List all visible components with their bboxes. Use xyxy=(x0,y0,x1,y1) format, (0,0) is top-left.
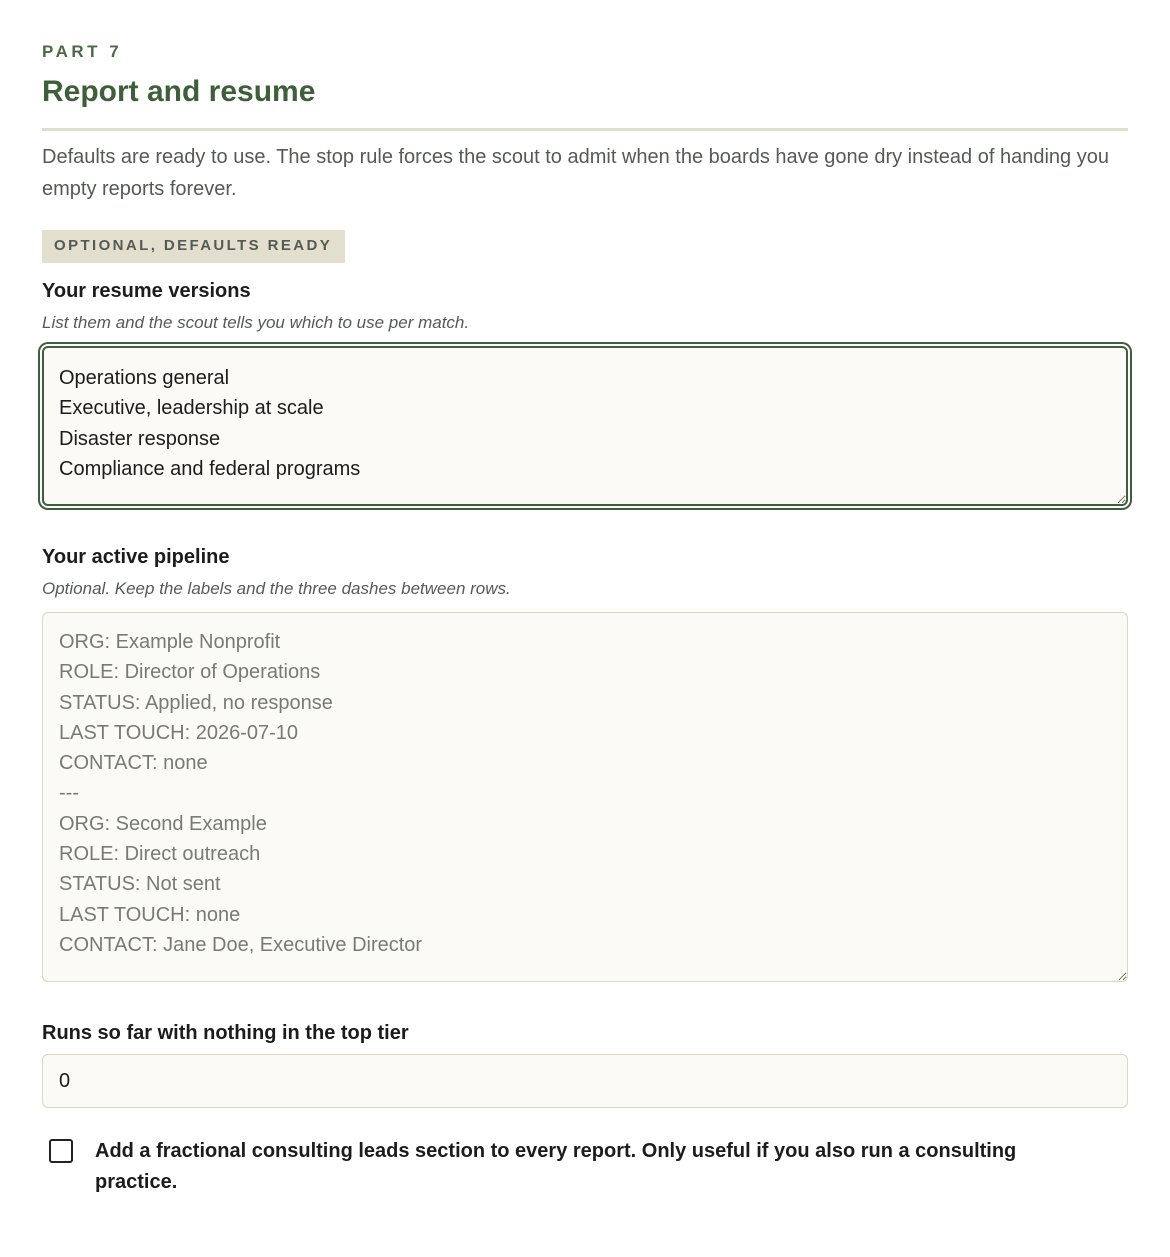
dry-runs-input[interactable] xyxy=(42,1054,1128,1108)
resume-versions-hint: List them and the scout tells you which to use per match. xyxy=(42,313,470,332)
consulting-leads-label[interactable]: Add a fractional consulting leads section to every report. Only useful if you also run a consulting practice. xyxy=(95,1140,1017,1193)
section-eyebrow: PART 7 xyxy=(42,42,123,61)
consulting-leads-checkbox[interactable] xyxy=(49,1139,73,1163)
section-intro: Defaults are ready to use. The stop rule forces the scout to admit when the boards have gone dry instead of handing you empty reports forever. xyxy=(42,146,1109,200)
consulting-option-row[interactable] xyxy=(42,1136,1128,1198)
active-pipeline-hint: Optional. Keep the labels and the three dashes between rows. xyxy=(42,579,511,598)
section-title: Report and resume xyxy=(42,75,316,108)
resume-versions-field xyxy=(42,278,1128,506)
dry-runs-field xyxy=(42,1020,1128,1108)
section-divider xyxy=(42,128,1128,131)
resume-versions-label: Your resume versions xyxy=(42,280,251,302)
dry-runs-label: Runs so far with nothing in the top tier xyxy=(42,1022,409,1044)
resume-versions-textarea[interactable] xyxy=(42,346,1128,506)
active-pipeline-textarea[interactable] xyxy=(42,612,1128,982)
optional-badge: OPTIONAL, DEFAULTS READY xyxy=(42,230,345,263)
active-pipeline-field xyxy=(42,544,1128,982)
active-pipeline-label: Your active pipeline xyxy=(42,546,230,568)
